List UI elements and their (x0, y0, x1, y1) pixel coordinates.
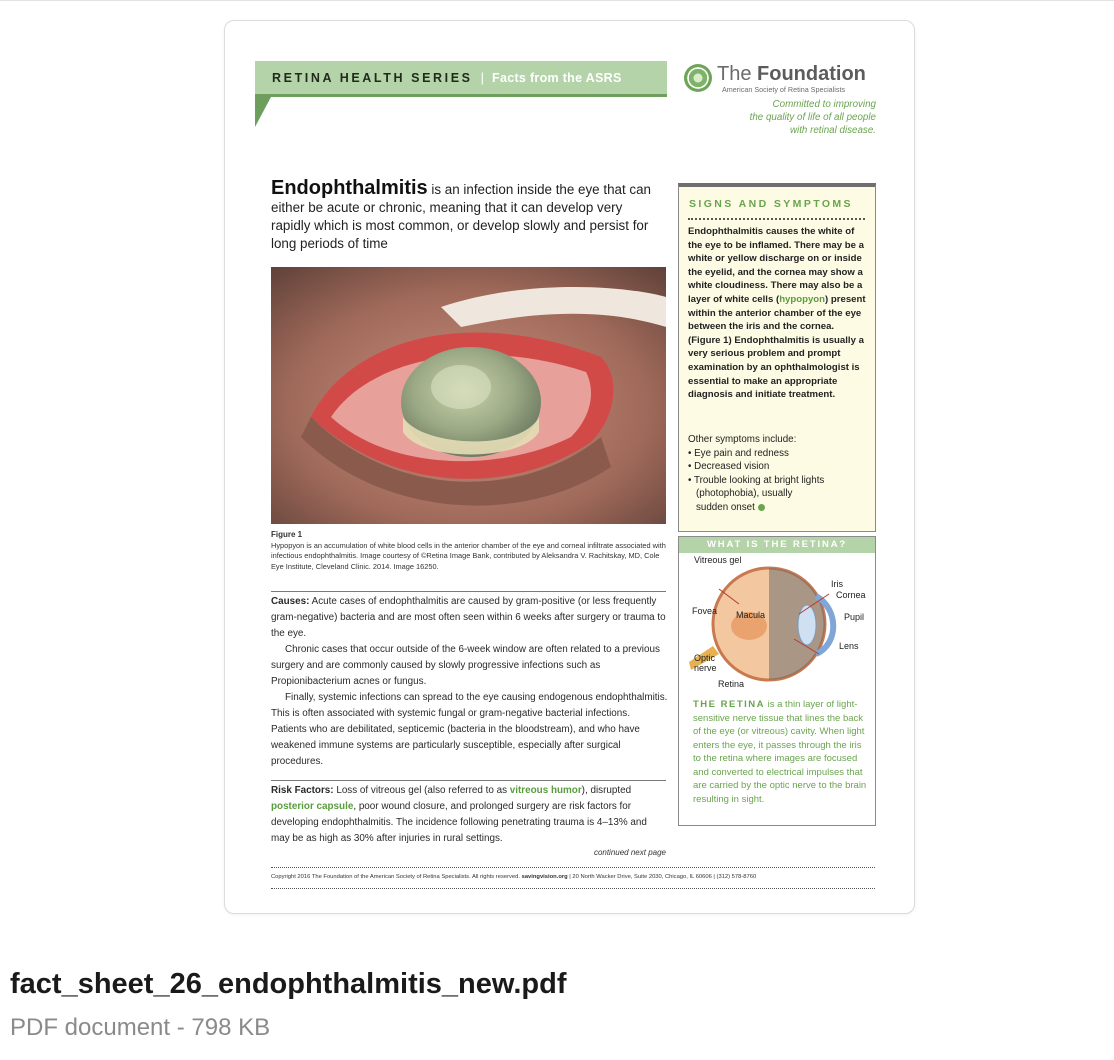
symptom-item-text: sudden onset (696, 501, 755, 513)
causes-p1: Acute cases of endophthalmitis are caused by gram-positive (or less frequently gram-negative) bacteria and are most often seen within 6 weeks after surgery or trauma to the eye. (271, 596, 666, 639)
label-pupil: Pupil (844, 612, 865, 622)
label-vitreous-gel: Vitreous gel (694, 555, 742, 565)
causes-section (271, 594, 668, 770)
label-optic: Optic (694, 653, 716, 663)
causes-p2: Chronic cases that occur outside of the 6-week window are often related to a previous surgery and are commonly caused by slowly progressive infections such as Propionibacterium acnes or fungus. (271, 644, 660, 687)
figure-label: Figure 1 (271, 530, 303, 539)
article-title: Endophthalmitis (271, 177, 428, 199)
label-macula: Macula (736, 610, 766, 620)
file-meta: PDF document - 798 KB (10, 1014, 271, 1041)
file-name: fact_sheet_26_endophthalmitis_new.pdf (10, 968, 567, 1000)
what-is-retina-box (678, 536, 876, 826)
figure-caption-text: Hypopyon is an accumulation of white blood cells in the anterior chamber of the eye and corneal infiltrate associated with infectious endophthalmitis. Image courtesy of ©Retina Image Bank, contributed by Aleksandra V. Rachitskay, MD, Cole Eye Institute, Cleveland Clinic. 2014. Image 16250. (271, 540, 666, 571)
footer-site: savingvision.org (521, 874, 568, 880)
eye-illustration (271, 267, 666, 524)
intro-paragraph (271, 179, 656, 253)
logo-foundation: Foundation (757, 63, 866, 85)
footer-address: | 20 North Wacker Drive, Suite 2030, Chicago, IL 60606 | (312) 578-8760 (567, 874, 757, 880)
symptom-item: • Trouble looking at bright lights (688, 474, 825, 486)
series-subtitle: Facts from the ASRS (492, 70, 622, 85)
retina-text: is a thin layer of light-sensitive nerve tissue that lines the back of the eye (or vitreous) cavity. When light enters the eye, it passes through the iris to the retina where images are focused and converted to electrical impulses that are carried by the optic nerve to the brain resulting in sight. (693, 699, 867, 805)
retina-box-title: WHAT IS THE RETINA? (679, 537, 875, 553)
end-dot-icon (758, 504, 765, 511)
eye-anatomy-diagram (679, 554, 875, 692)
signs-title: SIGNS AND SYMPTOMS (689, 198, 853, 210)
term-vitreous-humor: vitreous humor (509, 785, 582, 796)
signs-text: Endophthalmitis causes the white of the eye to be inflamed. There may be a white or yellow discharge on or inside the eyelid, and the cornea may show a white cloudiness. There may also be a layer of white cells ( (688, 226, 864, 305)
symptom-item-last (688, 501, 868, 515)
footer-divider (271, 867, 875, 868)
other-symptoms-label: Other symptoms include: (688, 434, 797, 445)
top-divider (0, 0, 1114, 1)
term-posterior-capsule: posterior capsule (271, 801, 354, 812)
tagline-line: Committed to improving (772, 99, 876, 110)
label-fovea: Fovea (692, 606, 718, 616)
eye-photo (271, 267, 666, 524)
symptom-item: • Eye pain and redness (688, 447, 789, 459)
logo-circle-icon (684, 64, 712, 92)
intro-text: is an infection inside the eye that can either be acute or chronic, meaning that it can develop very rapidly which is most common, or develop slowly and persist for long periods of time (271, 182, 651, 251)
risk-text: ), disrupted (581, 785, 632, 796)
ribbon-fold (255, 97, 271, 127)
signs-description (688, 225, 868, 402)
causes-label: Causes: (271, 596, 310, 607)
page-footer (271, 874, 875, 880)
risk-label: Risk Factors: (271, 785, 334, 796)
label-lens: Lens (839, 641, 859, 651)
series-title: RETINA HEALTH SERIES (272, 70, 473, 85)
retina-description (693, 698, 871, 806)
ribbon-separator: | (480, 70, 485, 85)
risk-text: , poor wound closure, and prolonged surgery are risk factors for developing endophthalmitis. The incidence following penetrating trauma is 4–13% and may be as high as 30% after injuries in rural settings. (271, 801, 647, 844)
section-rule (271, 780, 666, 781)
foundation-logo (684, 62, 876, 96)
retina-lead: THE RETINA (693, 699, 765, 710)
pdf-page-preview[interactable] (224, 20, 915, 914)
section-rule (271, 591, 666, 592)
causes-p3: Finally, systemic infections can spread to the eye causing endogenous endophthalmitis. This is often associated with systemic fungal or gram-negative bacterial infections. Patients who are debilitated, septicemic (bacteria in the bloodstream), and who have weakened immune systems are particularly susceptible, especially after surgical procedures. (271, 692, 668, 767)
risk-section (271, 783, 668, 847)
signs-text: ) present within the anterior chamber of the eye between the iris and the cornea. (Figure 1) Endophthalmitis is usually a very serious problem and prompt examination by an ophthalmologist is essential to make an appropriate diagnosis and initiate treatment. (688, 293, 866, 401)
signs-symptoms-box (678, 183, 876, 532)
symptom-item: (photophobia), usually (696, 488, 793, 500)
footer-copyright: Copyright 2016 The Foundation of the American Society of Retina Specialists. All rights reserved. (271, 874, 522, 880)
symptom-item: • Decreased vision (688, 461, 770, 473)
label-retina: Retina (718, 679, 745, 689)
tagline (676, 98, 876, 137)
other-symptoms (688, 433, 868, 515)
label-cornea: Cornea (836, 590, 866, 600)
label-nerve: nerve (694, 663, 717, 673)
figure-caption (271, 530, 669, 572)
series-ribbon (255, 61, 667, 97)
label-iris: Iris (831, 579, 843, 589)
continued-note: continued next page (593, 848, 666, 857)
dotted-divider (688, 218, 865, 220)
tagline-line: the quality of life of all people (749, 112, 876, 123)
term-hypopyon: hypopyon (779, 293, 826, 305)
risk-text: Loss of vitreous gel (also referred to as (333, 785, 510, 796)
logo-the: The (717, 63, 752, 85)
logo-subtitle: American Society of Retina Specialists (722, 85, 846, 94)
footer-divider (271, 888, 875, 889)
tagline-line: with retinal disease. (789, 125, 876, 136)
